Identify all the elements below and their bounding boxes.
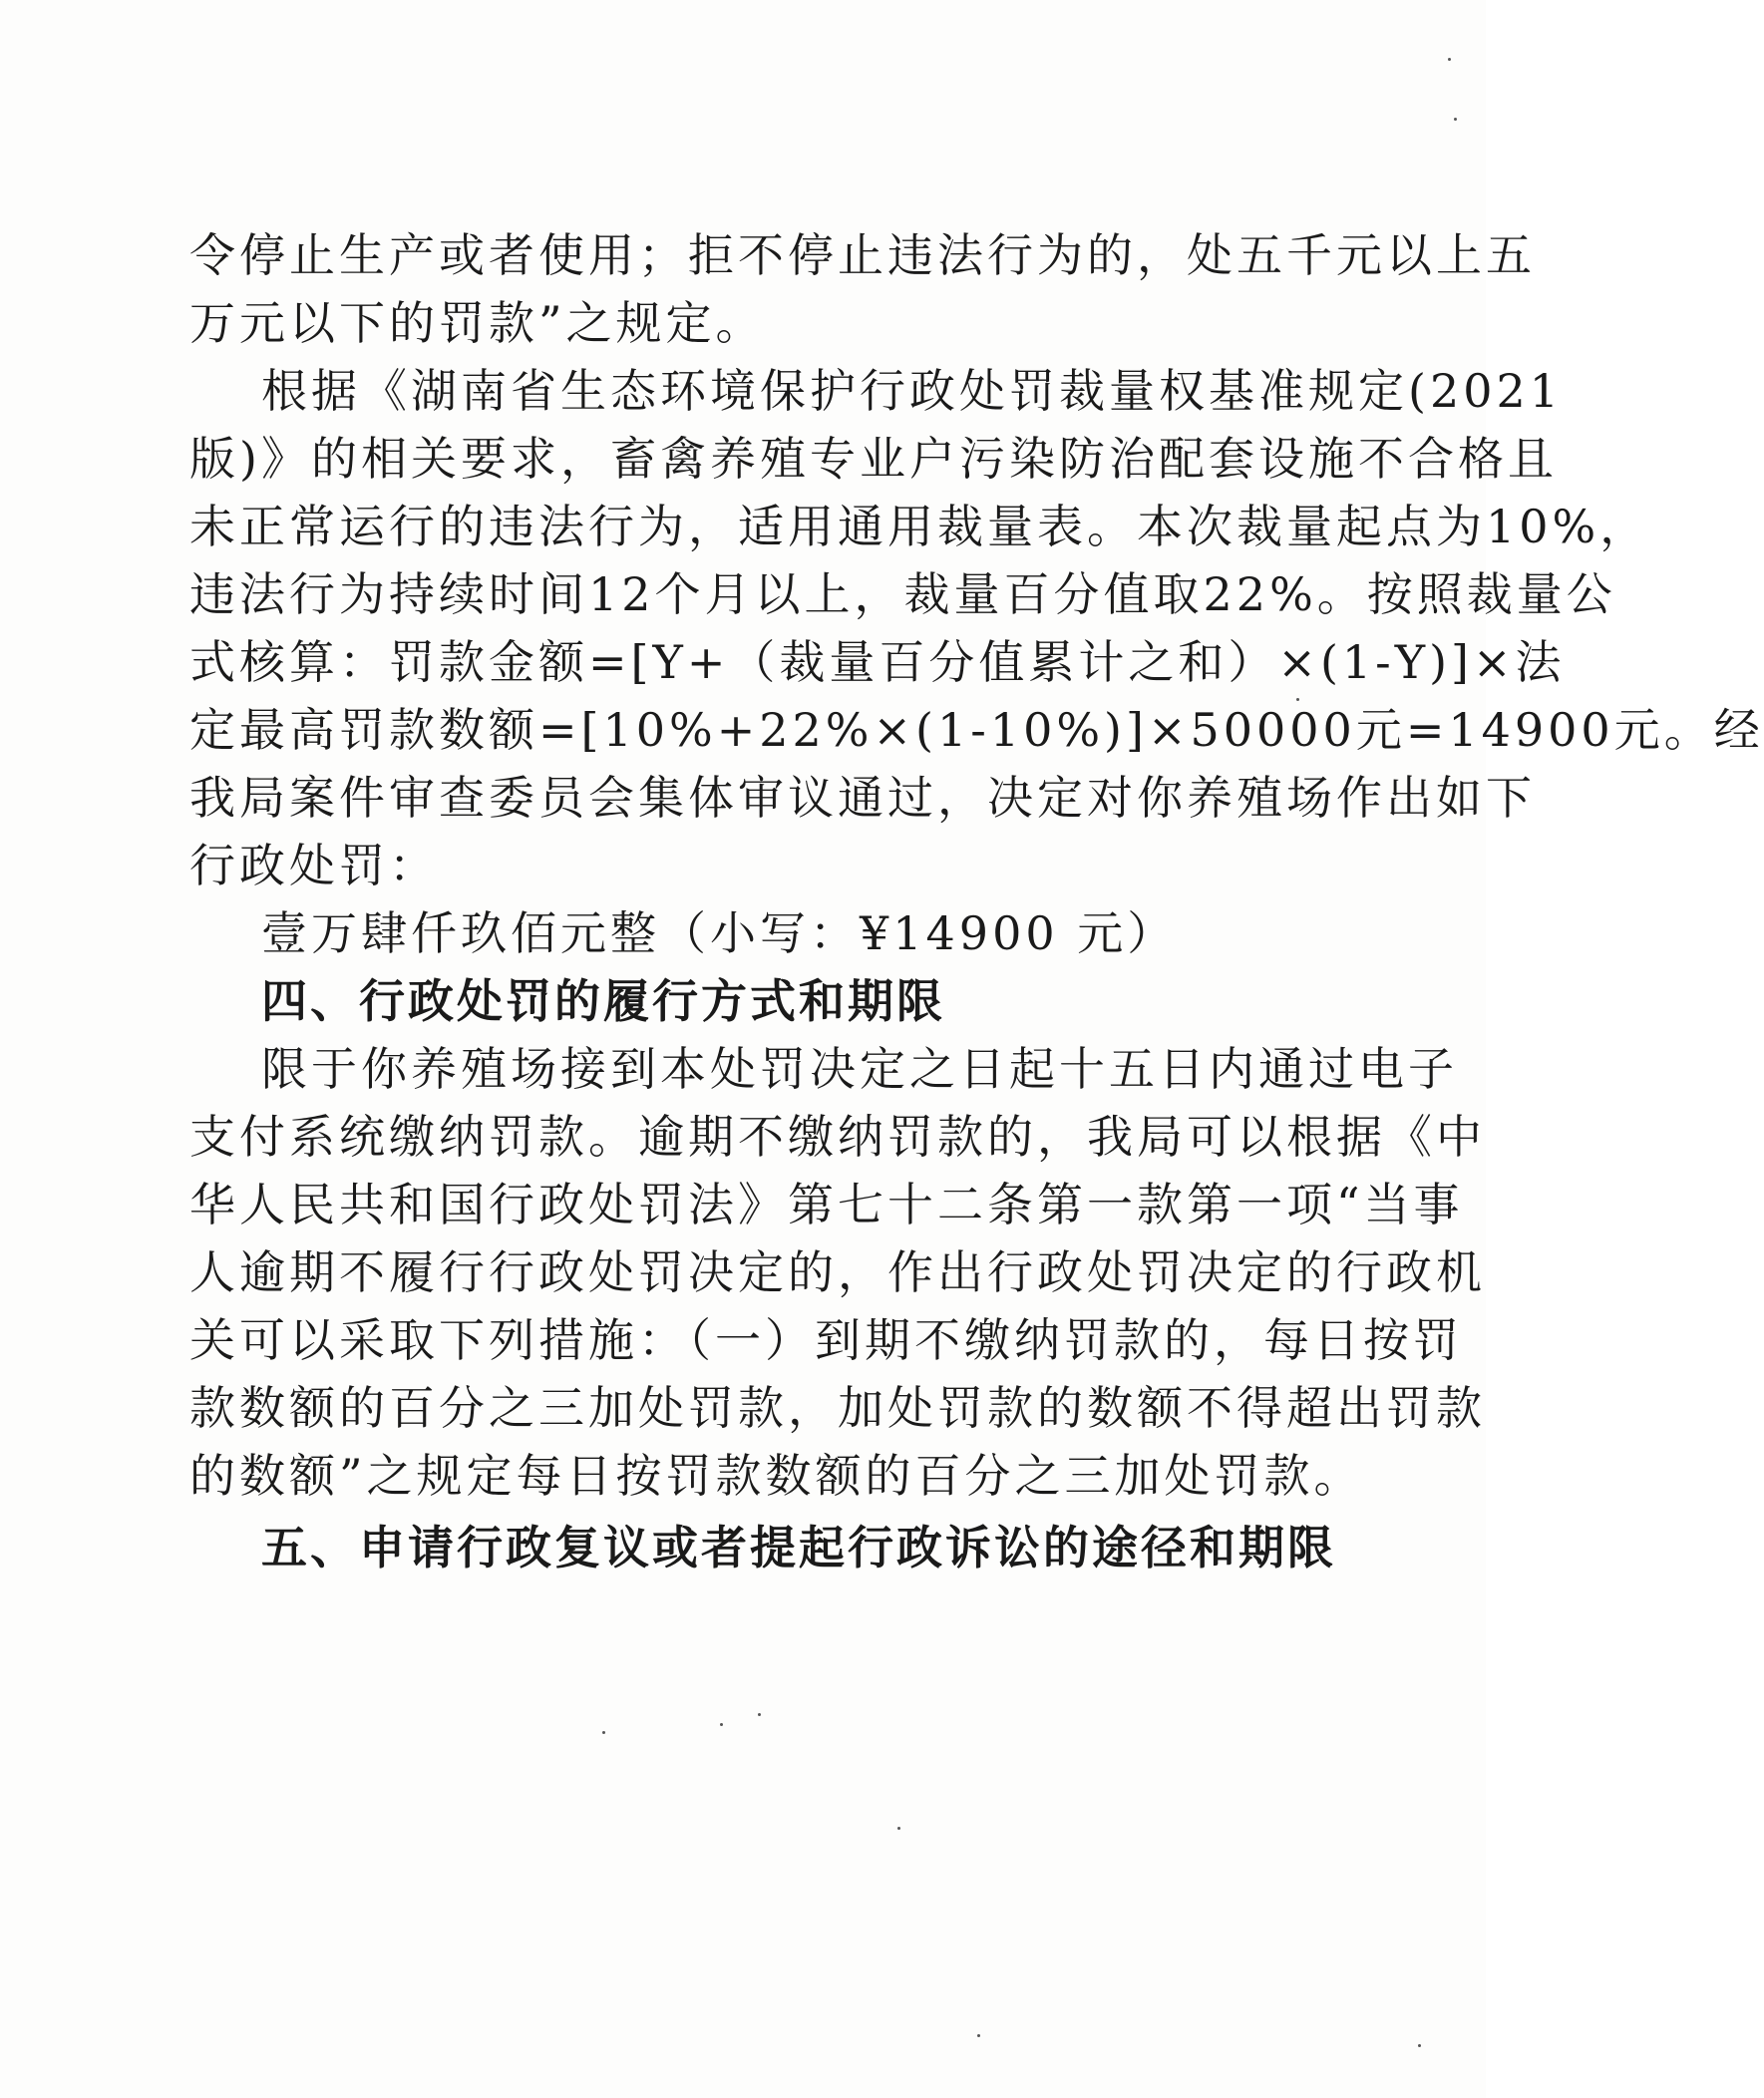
paragraph-first-line: 限于你养殖场接到本处罚决定之日起十五日内通过电子 [261, 1042, 1458, 1096]
scan-speck [897, 1827, 900, 1830]
scan-speck [1418, 2044, 1421, 2047]
scan-speck [758, 1713, 761, 1716]
section-heading-4: 四、行政处罚的履行方式和期限 [261, 974, 945, 1028]
scan-speck [1296, 698, 1299, 701]
body-text-line: 定最高罚款数额=[10%+22%×(1-10%)]×50000元=14900元。经 [189, 703, 1764, 757]
body-text-line: 我局案件审查委员会集体审议通过，决定对你养殖场作出如下 [189, 771, 1536, 825]
penalty-amount-line: 壹万肆仟玖佰元整（小写：¥14900 元） [261, 906, 1178, 960]
scan-speck [1448, 58, 1451, 61]
body-text-line: 关可以采取下列措施：（一）到期不缴纳罚款的，每日按罚 [189, 1313, 1463, 1367]
body-text-line: 款数额的百分之三加处罚款，加处罚款的数额不得超出罚款 [189, 1381, 1486, 1435]
body-text-line: 式核算：罚款金额=[Y+（裁量百分值累计之和）×(1-Y)]×法 [189, 635, 1566, 689]
body-text-line: 违法行为持续时间12个月以上，裁量百分值取22%。按照裁量公 [189, 567, 1616, 621]
body-text-line: 版)》的相关要求，畜禽养殖专业户污染防治配套设施不合格且 [189, 432, 1558, 486]
body-text-line: 万元以下的罚款”之规定。 [189, 296, 766, 350]
body-text-line: 行政处罚： [189, 839, 439, 892]
scan-speck [1454, 118, 1457, 121]
body-text-line: 未正常运行的违法行为，适用通用裁量表。本次裁量起点为10%， [189, 500, 1650, 553]
body-text-line: 人逾期不履行行政处罚决定的，作出行政处罚决定的行政机 [189, 1245, 1486, 1299]
body-text-line: 的数额”之规定每日按罚款数额的百分之三加处罚款。 [189, 1449, 1364, 1503]
paragraph-first-line: 根据《湖南省生态环境保护行政处罚裁量权基准规定(2021 [261, 364, 1564, 418]
scan-speck [602, 1731, 605, 1734]
body-text-line: 华人民共和国行政处罚法》第七十二条第一款第一项“当事 [189, 1178, 1464, 1231]
scan-speck [720, 1723, 723, 1726]
body-text-line: 令停止生产或者使用；拒不停止违法行为的，处五千元以上五 [189, 228, 1536, 282]
section-heading-5: 五、申请行政复议或者提起行政诉讼的途径和期限 [261, 1521, 1336, 1574]
body-text-line: 支付系统缴纳罚款。逾期不缴纳罚款的，我局可以根据《中 [189, 1110, 1486, 1164]
scan-speck [977, 2034, 980, 2037]
